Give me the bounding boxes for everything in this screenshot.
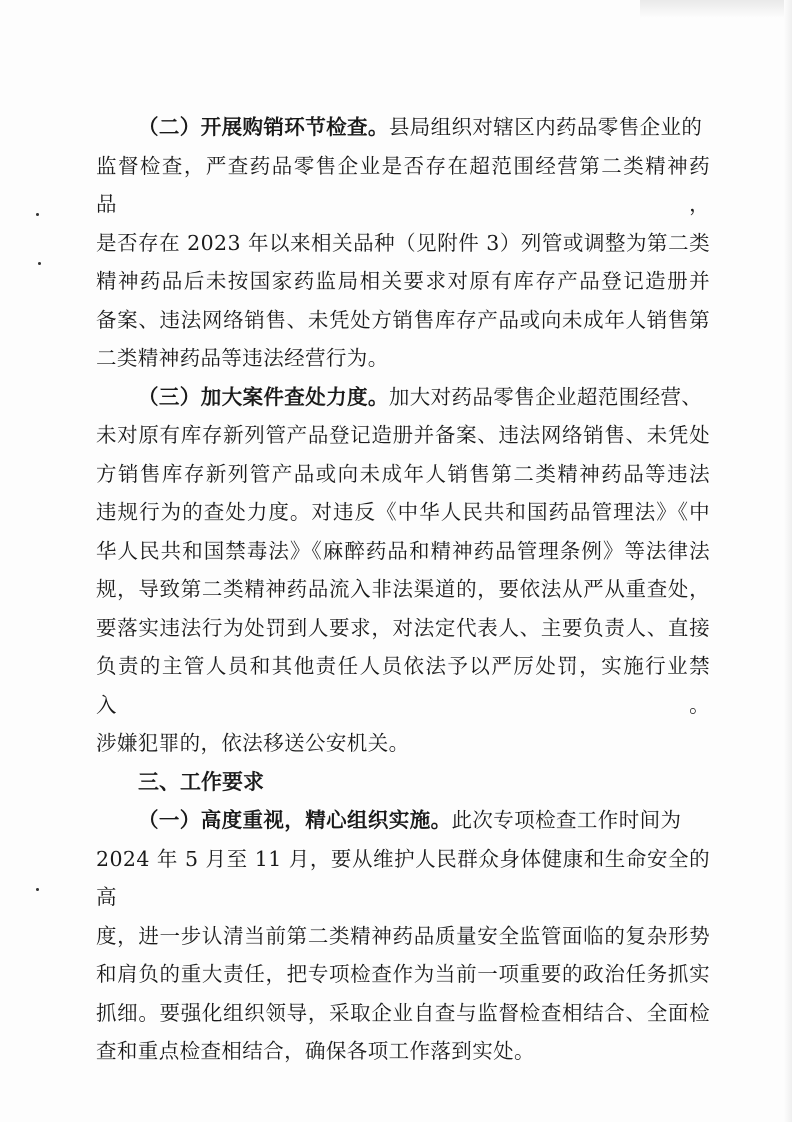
paragraph-line: 二类精神药品等违法经营行为。 bbox=[96, 346, 389, 370]
paragraph-line: 规，导致第二类精神药品流入非法渠道的，要依法从严从重查处， bbox=[96, 577, 710, 601]
paragraph-line: 县局组织对辖区内药品零售企业的 bbox=[388, 115, 703, 139]
paragraph-lead: （一）高度重视，精心组织实施。 bbox=[138, 808, 452, 832]
paragraph-lead: （三）加大案件查处力度。 bbox=[138, 384, 389, 409]
paragraph-first-line bbox=[96, 378, 710, 417]
paragraph-line: 违规行为的查处力度。对违反《中华人民共和国药品管理法》《中 bbox=[96, 500, 710, 524]
paragraph-line: 是否存在 2023 年以来相关品种（见附件 3）列管或调整为第二类 bbox=[96, 230, 710, 255]
paragraph-case-investigation bbox=[96, 378, 710, 763]
paragraph-line: 度，进一步认清当前第二类精神药品质量安全监管面临的复杂形势 bbox=[96, 923, 710, 948]
paragraph-line: 加大对药品零售企业超范围经营、 bbox=[388, 384, 703, 409]
scan-shadow-top bbox=[640, 0, 792, 18]
scan-speck bbox=[36, 213, 39, 216]
paragraph-line: 未对原有库存新列管产品登记造册并备案、违法网络销售、未凭处 bbox=[96, 423, 710, 447]
section-heading-work-requirements: 三、工作要求 bbox=[138, 769, 264, 794]
paragraph-line: 方销售库存新列管产品或向未成年人销售第二类精神药品等违法 bbox=[96, 461, 710, 486]
scan-speck bbox=[36, 888, 39, 891]
paragraph-lead: （二）开展购销环节检查。 bbox=[138, 115, 389, 139]
scan-shadow-right bbox=[784, 0, 792, 1122]
paragraph-first-line bbox=[96, 801, 710, 840]
paragraph-purchase-sales-inspection bbox=[96, 108, 710, 378]
paragraph-line: 和肩负的重大责任，把专项检查作为当前一项重要的政治任务抓实 bbox=[96, 962, 710, 986]
paragraph-line: 此次专项检查工作时间为 bbox=[451, 808, 682, 832]
paragraph-line: 查和重点检查相结合，确保各项工作落到实处。 bbox=[96, 1039, 535, 1063]
paragraph-line: 华人民共和国禁毒法》《麻醉药品和精神药品管理条例》等法律法 bbox=[96, 538, 710, 563]
paragraph-line: 涉嫌犯罪的，依法移送公安机关。 bbox=[96, 731, 410, 755]
paragraph-organize-implementation bbox=[96, 801, 710, 1071]
paragraph-line: 负责的主管人员和其他责任人员依法予以严厉处罚，实施行业禁入。 bbox=[96, 654, 710, 717]
paragraph-line: 2024 年 5 月至 11 月，要从维护人民群众身体健康和生命安全的高 bbox=[96, 846, 710, 909]
paragraph-line: 备案、违法网络销售、未凭处方销售库存产品或向未成年人销售第 bbox=[96, 307, 710, 332]
paragraph-line: 监督检查，严查药品零售企业是否存在超范围经营第二类精神药品， bbox=[96, 153, 710, 216]
paragraph-first-line bbox=[96, 108, 710, 147]
paragraph-line: 精神药品后未按国家药监局相关要求对原有库存产品登记造册并 bbox=[96, 269, 710, 293]
paragraph-line: 要落实违法行为处罚到人要求，对法定代表人、主要负责人、直接 bbox=[96, 615, 710, 640]
document-body bbox=[96, 108, 710, 1071]
scan-speck bbox=[38, 262, 41, 265]
paragraph-line: 抓细。要强化组织领导，采取企业自查与监督检查相结合、全面检 bbox=[96, 1000, 710, 1025]
